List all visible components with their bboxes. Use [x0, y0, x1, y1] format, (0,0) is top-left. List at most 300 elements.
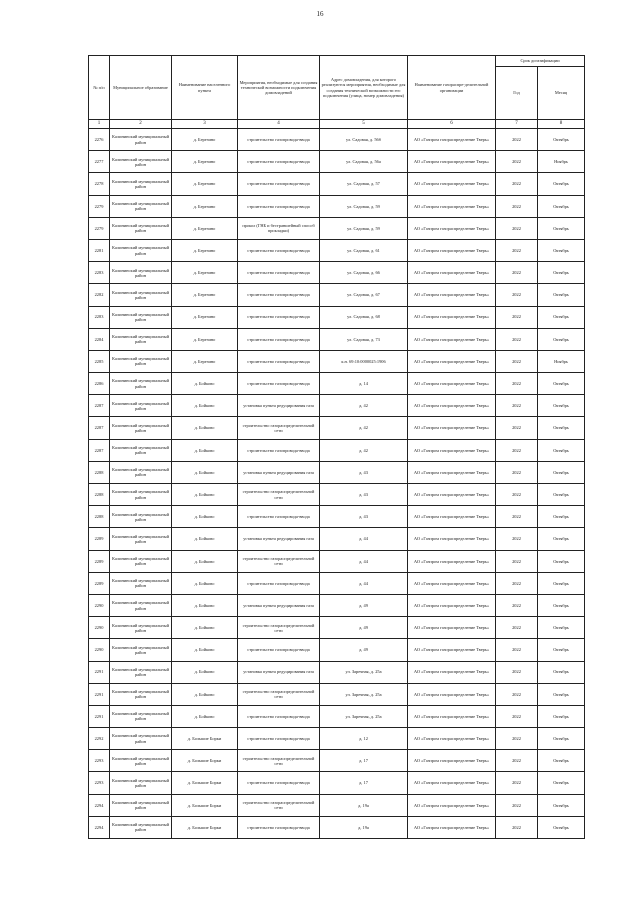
measure-cell: строительство газопровода-ввода [238, 195, 320, 217]
gasification-register-table [88, 55, 585, 839]
month-cell: Октябрь [538, 439, 585, 461]
header-num: № п/п [89, 56, 110, 120]
measure-cell: строительство газопровода-ввода [238, 239, 320, 261]
row-number: 2289 [89, 528, 110, 550]
measure-cell: строительство газораспределительной сети [238, 683, 320, 705]
settlement-cell: д. Бойково [172, 528, 238, 550]
settlement-cell: д. Бойково [172, 661, 238, 683]
row-number: 2286 [89, 373, 110, 395]
municipality-cell: Калининский муниципальный район [110, 728, 172, 750]
row-number: 2288 [89, 484, 110, 506]
settlement-cell: д. Бойково [172, 395, 238, 417]
organization-cell: АО «Газпром газораспределение Тверь» [408, 816, 496, 838]
table-body [89, 129, 585, 839]
organization-cell: АО «Газпром газораспределение Тверь» [408, 417, 496, 439]
municipality-cell: Калининский муниципальный район [110, 617, 172, 639]
measure-cell: строительство газопровода-ввода [238, 373, 320, 395]
address-cell: д. 19а [320, 816, 408, 838]
table-row [89, 528, 585, 550]
row-number: 2289 [89, 572, 110, 594]
municipality-cell: Калининский муниципальный район [110, 461, 172, 483]
month-cell: Октябрь [538, 284, 585, 306]
year-cell: 2022 [496, 373, 538, 395]
municipality-cell: Калининский муниципальный район [110, 683, 172, 705]
row-number: 2290 [89, 594, 110, 616]
organization-cell: АО «Газпром газораспределение Тверь» [408, 528, 496, 550]
measure-cell: строительство газопровода-ввода [238, 262, 320, 284]
table-row [89, 129, 585, 151]
month-cell: Октябрь [538, 417, 585, 439]
month-cell: Октябрь [538, 594, 585, 616]
row-number: 2293 [89, 750, 110, 772]
row-number: 2294 [89, 816, 110, 838]
settlement-cell: д. Бойково [172, 461, 238, 483]
table-row [89, 217, 585, 239]
organization-cell: АО «Газпром газораспределение Тверь» [408, 395, 496, 417]
year-cell: 2022 [496, 772, 538, 794]
table-row [89, 350, 585, 372]
table-row [89, 328, 585, 350]
header-organization: Наименование газораспре-делительной организации [408, 56, 496, 120]
settlement-cell: д. Большие Борки [172, 750, 238, 772]
month-cell: Октябрь [538, 572, 585, 594]
municipality-cell: Калининский муниципальный район [110, 572, 172, 594]
settlement-cell: д. Бойково [172, 705, 238, 727]
row-number: 2281 [89, 239, 110, 261]
municipality-cell: Калининский муниципальный район [110, 328, 172, 350]
measure-cell: строительство газораспределительной сети [238, 617, 320, 639]
year-cell: 2022 [496, 173, 538, 195]
month-cell: Октябрь [538, 306, 585, 328]
measure-cell: строительство газопровода-ввода [238, 306, 320, 328]
measure-cell: установка пункта редуцирования газа [238, 594, 320, 616]
table-row [89, 173, 585, 195]
organization-cell: АО «Газпром газораспределение Тверь» [408, 617, 496, 639]
measure-cell: строительство газопровода-ввода [238, 129, 320, 151]
year-cell: 2022 [496, 195, 538, 217]
year-cell: 2022 [496, 151, 538, 173]
year-cell: 2022 [496, 528, 538, 550]
address-cell: ул. Садовая, д. 57 [320, 173, 408, 195]
month-cell: Октябрь [538, 484, 585, 506]
municipality-cell: Калининский муниципальный район [110, 705, 172, 727]
address-cell: ул. Садовая, д. 56б [320, 129, 408, 151]
year-cell: 2022 [496, 550, 538, 572]
organization-cell: АО «Газпром газораспределение Тверь» [408, 772, 496, 794]
month-cell: Октябрь [538, 816, 585, 838]
row-number: 2279 [89, 217, 110, 239]
address-cell: д. 49 [320, 594, 408, 616]
row-number: 2287 [89, 439, 110, 461]
month-cell: Октябрь [538, 129, 585, 151]
address-cell: к.н. 69:10:0000025:1906 [320, 350, 408, 372]
settlement-cell: д. Большие Борки [172, 816, 238, 838]
column-number: 8 [538, 120, 585, 129]
address-cell: д. 12 [320, 728, 408, 750]
row-number: 2294 [89, 794, 110, 816]
table-header [89, 56, 585, 129]
municipality-cell: Калининский муниципальный район [110, 239, 172, 261]
address-cell: ул. Садовая, д. 68 [320, 306, 408, 328]
table-row [89, 816, 585, 838]
month-cell: Октябрь [538, 639, 585, 661]
measure-cell: строительство газопровода-ввода [238, 816, 320, 838]
year-cell: 2022 [496, 639, 538, 661]
address-cell: д. 49 [320, 617, 408, 639]
settlement-cell: д. Бойково [172, 484, 238, 506]
row-number: 2288 [89, 506, 110, 528]
organization-cell: АО «Газпром газораспределение Тверь» [408, 350, 496, 372]
municipality-cell: Калининский муниципальный район [110, 373, 172, 395]
settlement-cell: д. Березино [172, 195, 238, 217]
municipality-cell: Калининский муниципальный район [110, 816, 172, 838]
settlement-cell: д. Березино [172, 173, 238, 195]
column-number: 1 [89, 120, 110, 129]
month-cell: Октябрь [538, 395, 585, 417]
row-number: 2278 [89, 173, 110, 195]
month-cell: Ноябрь [538, 151, 585, 173]
municipality-cell: Калининский муниципальный район [110, 794, 172, 816]
settlement-cell: д. Березино [172, 350, 238, 372]
month-cell: Октябрь [538, 728, 585, 750]
measure-cell: строительство газопровода-ввода [238, 772, 320, 794]
organization-cell: АО «Газпром газораспределение Тверь» [408, 794, 496, 816]
organization-cell: АО «Газпром газораспределение Тверь» [408, 750, 496, 772]
organization-cell: АО «Газпром газораспределение Тверь» [408, 129, 496, 151]
measure-cell: прокол (ГНБ и бестраншейный способ прокладки) [238, 217, 320, 239]
organization-cell: АО «Газпром газораспределение Тверь» [408, 439, 496, 461]
table-row [89, 661, 585, 683]
table-row [89, 705, 585, 727]
municipality-cell: Калининский муниципальный район [110, 173, 172, 195]
row-number: 2290 [89, 639, 110, 661]
table-row [89, 417, 585, 439]
row-number: 2289 [89, 550, 110, 572]
settlement-cell: д. Бойково [172, 439, 238, 461]
row-number: 2282 [89, 284, 110, 306]
month-cell: Ноябрь [538, 350, 585, 372]
municipality-cell: Калининский муниципальный район [110, 484, 172, 506]
row-number: 2290 [89, 617, 110, 639]
address-cell: д. 43 [320, 484, 408, 506]
year-cell: 2022 [496, 705, 538, 727]
table-row [89, 572, 585, 594]
municipality-cell: Калининский муниципальный район [110, 129, 172, 151]
month-cell: Октябрь [538, 217, 585, 239]
municipality-cell: Калининский муниципальный район [110, 262, 172, 284]
organization-cell: АО «Газпром газораспределение Тверь» [408, 594, 496, 616]
measure-cell: установка пункта редуцирования газа [238, 461, 320, 483]
settlement-cell: д. Бойково [172, 617, 238, 639]
row-number: 2291 [89, 683, 110, 705]
measure-cell: строительство газораспределительной сети [238, 550, 320, 572]
address-cell: д. 42 [320, 417, 408, 439]
month-cell: Октябрь [538, 506, 585, 528]
organization-cell: АО «Газпром газораспределение Тверь» [408, 506, 496, 528]
measure-cell: строительство газораспределительной сети [238, 794, 320, 816]
column-number: 2 [110, 120, 172, 129]
table-row [89, 639, 585, 661]
settlement-cell: д. Большие Борки [172, 728, 238, 750]
year-cell: 2022 [496, 750, 538, 772]
measure-cell: строительство газопровода-ввода [238, 151, 320, 173]
month-cell: Октябрь [538, 262, 585, 284]
address-cell: д. 17 [320, 772, 408, 794]
month-cell: Октябрь [538, 705, 585, 727]
municipality-cell: Калининский муниципальный район [110, 506, 172, 528]
year-cell: 2022 [496, 661, 538, 683]
organization-cell: АО «Газпром газораспределение Тверь» [408, 461, 496, 483]
measure-cell: установка пункта редуцирования газа [238, 395, 320, 417]
settlement-cell: д. Березино [172, 239, 238, 261]
year-cell: 2022 [496, 350, 538, 372]
organization-cell: АО «Газпром газораспределение Тверь» [408, 328, 496, 350]
month-cell: Октябрь [538, 617, 585, 639]
row-number: 2279 [89, 195, 110, 217]
settlement-cell: д. Березино [172, 328, 238, 350]
organization-cell: АО «Газпром газораспределение Тверь» [408, 572, 496, 594]
address-cell: д. 43 [320, 506, 408, 528]
table-row [89, 373, 585, 395]
measure-cell: строительство газопровода-ввода [238, 506, 320, 528]
organization-cell: АО «Газпром газораспределение Тверь» [408, 262, 496, 284]
table-row [89, 683, 585, 705]
organization-cell: АО «Газпром газораспределение Тверь» [408, 239, 496, 261]
row-number: 2276 [89, 129, 110, 151]
year-cell: 2022 [496, 683, 538, 705]
settlement-cell: д. Бойково [172, 506, 238, 528]
measure-cell: установка пункта редуцирования газа [238, 661, 320, 683]
settlement-cell: д. Березино [172, 262, 238, 284]
table-row [89, 617, 585, 639]
year-cell: 2022 [496, 417, 538, 439]
row-number: 2287 [89, 417, 110, 439]
month-cell: Октябрь [538, 661, 585, 683]
year-cell: 2022 [496, 217, 538, 239]
measure-cell: строительство газопровода-ввода [238, 439, 320, 461]
year-cell: 2022 [496, 328, 538, 350]
header-settlement: Наименование населенного пункта [172, 56, 238, 120]
address-cell: ул. Садовая, д. 67 [320, 284, 408, 306]
table-row [89, 195, 585, 217]
measure-cell: установка пункта редуцирования газа [238, 528, 320, 550]
year-cell: 2022 [496, 461, 538, 483]
organization-cell: АО «Газпром газораспределение Тверь» [408, 550, 496, 572]
organization-cell: АО «Газпром газораспределение Тверь» [408, 306, 496, 328]
organization-cell: АО «Газпром газораспределение Тверь» [408, 373, 496, 395]
municipality-cell: Калининский муниципальный район [110, 439, 172, 461]
address-cell: ул. Садовая, д. 56а [320, 151, 408, 173]
year-cell: 2022 [496, 728, 538, 750]
month-cell: Октябрь [538, 373, 585, 395]
year-cell: 2022 [496, 572, 538, 594]
row-number: 2284 [89, 328, 110, 350]
measure-cell: строительство газопровода-ввода [238, 284, 320, 306]
measure-cell: строительство газопровода-ввода [238, 173, 320, 195]
measure-cell: строительство газораспределительной сети [238, 750, 320, 772]
table-row [89, 306, 585, 328]
table-row [89, 750, 585, 772]
measure-cell: строительство газопровода-ввода [238, 572, 320, 594]
column-number: 3 [172, 120, 238, 129]
table-row [89, 594, 585, 616]
table-row [89, 439, 585, 461]
address-cell: д. 42 [320, 439, 408, 461]
table-row [89, 728, 585, 750]
municipality-cell: Калининский муниципальный район [110, 639, 172, 661]
month-cell: Октябрь [538, 772, 585, 794]
settlement-cell: д. Большие Борки [172, 772, 238, 794]
measure-cell: строительство газораспределительной сети [238, 484, 320, 506]
column-number: 5 [320, 120, 408, 129]
year-cell: 2022 [496, 484, 538, 506]
municipality-cell: Калининский муниципальный район [110, 395, 172, 417]
address-cell: ул. Садовая, д. 59 [320, 217, 408, 239]
year-cell: 2022 [496, 239, 538, 261]
address-cell: д. 42 [320, 395, 408, 417]
settlement-cell: д. Березино [172, 306, 238, 328]
organization-cell: АО «Газпром газораспределение Тверь» [408, 639, 496, 661]
address-cell: ул. Садовая, д. 66 [320, 262, 408, 284]
address-cell: ул. Садовая, д. 61 [320, 239, 408, 261]
table-row [89, 550, 585, 572]
municipality-cell: Калининский муниципальный район [110, 350, 172, 372]
measure-cell: строительство газопровода-ввода [238, 639, 320, 661]
column-number: 6 [408, 120, 496, 129]
settlement-cell: д. Березино [172, 217, 238, 239]
settlement-cell: д. Бойково [172, 683, 238, 705]
page-number: 16 [316, 10, 324, 18]
column-number: 4 [238, 120, 320, 129]
address-cell: д. 44 [320, 528, 408, 550]
row-number: 2287 [89, 395, 110, 417]
table-row [89, 484, 585, 506]
measure-cell: строительство газопровода-ввода [238, 328, 320, 350]
organization-cell: АО «Газпром газораспределение Тверь» [408, 484, 496, 506]
address-cell: д. 44 [320, 550, 408, 572]
settlement-cell: д. Березино [172, 129, 238, 151]
month-cell: Октябрь [538, 239, 585, 261]
measure-cell: строительство газопровода-ввода [238, 350, 320, 372]
table-row [89, 239, 585, 261]
address-cell: д. 49 [320, 639, 408, 661]
table-row [89, 506, 585, 528]
municipality-cell: Калининский муниципальный район [110, 284, 172, 306]
municipality-cell: Калининский муниципальный район [110, 417, 172, 439]
organization-cell: АО «Газпром газораспределение Тверь» [408, 683, 496, 705]
settlement-cell: д. Березино [172, 151, 238, 173]
address-cell: ул. Заречная, д. 25а [320, 705, 408, 727]
row-number: 2291 [89, 661, 110, 683]
municipality-cell: Калининский муниципальный район [110, 306, 172, 328]
row-number: 2283 [89, 262, 110, 284]
year-cell: 2022 [496, 306, 538, 328]
header-term: Срок догазификации [496, 56, 585, 67]
table-row [89, 262, 585, 284]
organization-cell: АО «Газпром газораспределение Тверь» [408, 173, 496, 195]
year-cell: 2022 [496, 284, 538, 306]
year-cell: 2022 [496, 816, 538, 838]
column-number-row [89, 120, 585, 129]
municipality-cell: Калининский муниципальный район [110, 750, 172, 772]
table-row [89, 461, 585, 483]
settlement-cell: д. Бойково [172, 639, 238, 661]
address-cell: ул. Садовая, д. 59 [320, 195, 408, 217]
month-cell: Октябрь [538, 750, 585, 772]
year-cell: 2022 [496, 262, 538, 284]
year-cell: 2022 [496, 506, 538, 528]
row-number: 2292 [89, 728, 110, 750]
month-cell: Октябрь [538, 328, 585, 350]
month-cell: Октябрь [538, 528, 585, 550]
row-number: 2285 [89, 350, 110, 372]
address-cell: ул. Садовая, д. 73 [320, 328, 408, 350]
measure-cell: строительство газопровода-ввода [238, 705, 320, 727]
municipality-cell: Калининский муниципальный район [110, 151, 172, 173]
row-number: 2283 [89, 306, 110, 328]
table-row [89, 284, 585, 306]
organization-cell: АО «Газпром газораспределение Тверь» [408, 661, 496, 683]
municipality-cell: Калининский муниципальный район [110, 528, 172, 550]
year-cell: 2022 [496, 617, 538, 639]
organization-cell: АО «Газпром газораспределение Тверь» [408, 728, 496, 750]
table-row [89, 395, 585, 417]
table-row [89, 794, 585, 816]
organization-cell: АО «Газпром газораспределение Тверь» [408, 217, 496, 239]
municipality-cell: Калининский муниципальный район [110, 661, 172, 683]
organization-cell: АО «Газпром газораспределение Тверь» [408, 705, 496, 727]
year-cell: 2022 [496, 395, 538, 417]
address-cell: д. 14 [320, 373, 408, 395]
header-municipality: Муниципальное образование [110, 56, 172, 120]
year-cell: 2022 [496, 129, 538, 151]
settlement-cell: д. Бойково [172, 572, 238, 594]
table-row [89, 772, 585, 794]
header-address: Адрес домовладения, для которого реализуются мероприятия, необходимые для создания технической возможности его подключения (улица, номер домовладения) [320, 56, 408, 120]
organization-cell: АО «Газпром газораспределение Тверь» [408, 284, 496, 306]
organization-cell: АО «Газпром газораспределение Тверь» [408, 151, 496, 173]
settlement-cell: д. Бойково [172, 373, 238, 395]
address-cell: ул. Заречная, д. 25а [320, 683, 408, 705]
address-cell: д. 17 [320, 750, 408, 772]
organization-cell: АО «Газпром газораспределение Тверь» [408, 195, 496, 217]
municipality-cell: Калининский муниципальный район [110, 772, 172, 794]
settlement-cell: д. Бойково [172, 417, 238, 439]
settlement-cell: д. Березино [172, 284, 238, 306]
header-month: Месяц [538, 67, 585, 120]
month-cell: Октябрь [538, 195, 585, 217]
measure-cell: строительство газораспределительной сети [238, 417, 320, 439]
measure-cell: строительство газопровода-ввода [238, 728, 320, 750]
month-cell: Октябрь [538, 794, 585, 816]
address-cell: ул. Заречная, д. 25а [320, 661, 408, 683]
year-cell: 2022 [496, 439, 538, 461]
month-cell: Октябрь [538, 461, 585, 483]
settlement-cell: д. Большие Борки [172, 794, 238, 816]
settlement-cell: д. Бойково [172, 550, 238, 572]
month-cell: Октябрь [538, 550, 585, 572]
row-number: 2293 [89, 772, 110, 794]
table-row [89, 151, 585, 173]
municipality-cell: Калининский муниципальный район [110, 195, 172, 217]
address-cell: д. 44 [320, 572, 408, 594]
header-measures: Мероприятия, необходимые для создания технической возможности подключения домовладений [238, 56, 320, 120]
municipality-cell: Калининский муниципальный район [110, 217, 172, 239]
row-number: 2277 [89, 151, 110, 173]
month-cell: Октябрь [538, 173, 585, 195]
address-cell: д. 43 [320, 461, 408, 483]
settlement-cell: д. Бойково [172, 594, 238, 616]
